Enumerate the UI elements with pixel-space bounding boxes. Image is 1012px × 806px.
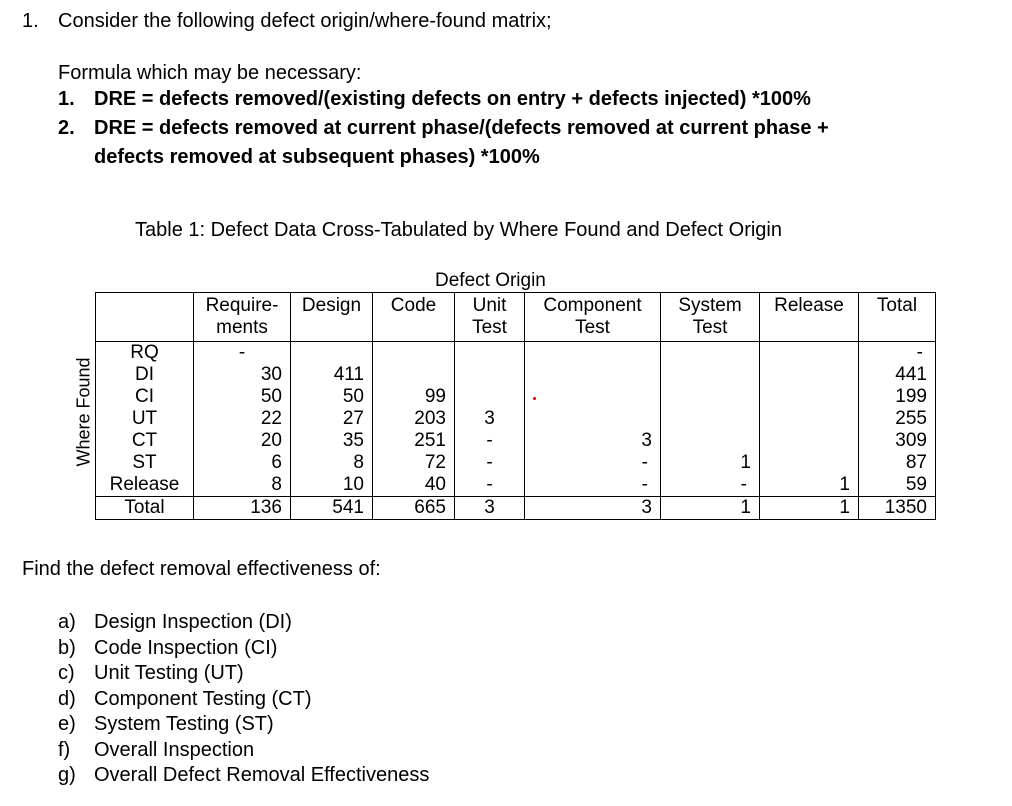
table-row <box>96 364 936 386</box>
table-caption: Table 1: Defect Data Cross-Tabulated by Where Found and Defect Origin <box>135 219 782 241</box>
list-item: a) Design Inspection (DI) <box>58 611 292 633</box>
table-cell: 99 <box>373 386 455 408</box>
question-title <box>22 10 552 33</box>
table-cell: 1 <box>760 474 859 497</box>
table-cell <box>760 342 859 365</box>
row-label: RQ <box>96 342 194 365</box>
column-header: Release <box>760 293 859 342</box>
question-text: Consider the following defect origin/where-found matrix; <box>58 10 552 32</box>
table-cell: 1 <box>661 452 760 474</box>
table-header-row <box>96 293 936 342</box>
row-label: CT <box>96 430 194 452</box>
formula-number: 1. <box>58 88 75 110</box>
table-cell <box>661 386 760 408</box>
table-cell <box>525 364 661 386</box>
list-item: g) Overall Defect Removal Effectiveness <box>58 764 430 786</box>
table-cell <box>661 408 760 430</box>
column-header: Component Test <box>525 293 661 342</box>
table-cell: 1 <box>760 497 859 520</box>
defect-origin-label: Defect Origin <box>435 270 546 291</box>
table-cell: 87 <box>859 452 936 474</box>
table-cell <box>525 342 661 365</box>
table-cell: - <box>455 474 525 497</box>
table-cell: 199 <box>859 386 936 408</box>
table-cell: 40 <box>373 474 455 497</box>
table-cell: - <box>525 474 661 497</box>
table-cell: 1 <box>661 497 760 520</box>
table-cell: - <box>455 452 525 474</box>
formula-2-continuation: defects removed at subsequent phases) *100% <box>94 146 540 168</box>
formula-2 <box>58 117 829 140</box>
table-cell: 10 <box>291 474 373 497</box>
corner-cell <box>96 293 194 342</box>
table-cell: 251 <box>373 430 455 452</box>
table-cell: 50 <box>194 386 291 408</box>
table-cell: 3 <box>455 408 525 430</box>
table-row <box>96 430 936 452</box>
row-label: CI <box>96 386 194 408</box>
table-cell: 30 <box>194 364 291 386</box>
table-cell: - <box>859 342 936 365</box>
table-cell: 255 <box>859 408 936 430</box>
formula-text: DRE = defects removed at current phase/(defects removed at current phase + <box>94 117 829 139</box>
column-header: Design <box>291 293 373 342</box>
table-cell: 27 <box>291 408 373 430</box>
table-cell: - <box>194 342 291 365</box>
table-cell: 20 <box>194 430 291 452</box>
table-cell: 35 <box>291 430 373 452</box>
table-cell <box>760 408 859 430</box>
table-cell <box>760 430 859 452</box>
table-cell: 72 <box>373 452 455 474</box>
formula-heading: Formula which may be necessary: <box>58 62 362 84</box>
table-cell: 3 <box>455 497 525 520</box>
row-label: Total <box>96 497 194 520</box>
table-cell <box>525 408 661 430</box>
table-cell <box>661 430 760 452</box>
row-label: Release <box>96 474 194 497</box>
list-item: f) Overall Inspection <box>58 738 255 761</box>
question-number: 1. <box>22 10 39 32</box>
table-cell <box>661 342 760 365</box>
list-item: b) Code Inspection (CI) <box>58 636 278 659</box>
table-row <box>96 408 936 430</box>
table-cell: 50 <box>291 386 373 408</box>
table-row <box>96 452 936 474</box>
table-cell: 22 <box>194 408 291 430</box>
table-cell <box>661 364 760 386</box>
list-item: e) System Testing (ST) <box>58 713 274 735</box>
table-cell <box>455 386 525 408</box>
table-cell: 1350 <box>859 497 936 520</box>
table-cell: 665 <box>373 497 455 520</box>
formula-number: 2. <box>58 117 75 139</box>
column-header: Total <box>859 293 936 342</box>
column-header: Code <box>373 293 455 342</box>
list-item: c) Unit Testing (UT) <box>58 662 244 684</box>
table-cell: - <box>525 452 661 474</box>
table-cell <box>373 342 455 365</box>
table-cell <box>525 386 661 408</box>
table-cell: - <box>455 430 525 452</box>
table-row <box>96 386 936 408</box>
table-cell <box>760 364 859 386</box>
column-header: Unit Test <box>455 293 525 342</box>
table-cell: 309 <box>859 430 936 452</box>
where-found-label: Where Found <box>73 357 94 467</box>
row-label: ST <box>96 452 194 474</box>
table-cell: 541 <box>291 497 373 520</box>
question-parts-list <box>58 610 429 789</box>
table-cell <box>760 452 859 474</box>
row-label: UT <box>96 408 194 430</box>
table-row <box>96 342 936 365</box>
stray-mark <box>533 397 536 400</box>
column-header: Require- ments <box>194 293 291 342</box>
total-row <box>96 497 936 520</box>
table-cell: - <box>661 474 760 497</box>
defect-matrix-table <box>95 292 936 520</box>
table-cell: 6 <box>194 452 291 474</box>
table-cell: 411 <box>291 364 373 386</box>
table-cell: 441 <box>859 364 936 386</box>
formula-text: DRE = defects removed/(existing defects on entry + defects injected) *100% <box>94 88 811 110</box>
table-row <box>96 474 936 497</box>
table-cell <box>373 364 455 386</box>
table-cell <box>291 342 373 365</box>
table-cell <box>455 364 525 386</box>
table-cell: 8 <box>194 474 291 497</box>
table-cell: 3 <box>525 430 661 452</box>
list-item: d) Component Testing (CT) <box>58 687 312 710</box>
table-cell: 3 <box>525 497 661 520</box>
table-cell: 203 <box>373 408 455 430</box>
column-header: System Test <box>661 293 760 342</box>
table-cell: 136 <box>194 497 291 520</box>
table-cell: 59 <box>859 474 936 497</box>
find-heading: Find the defect removal effectiveness of: <box>22 558 381 580</box>
table-cell <box>760 386 859 408</box>
formula-1 <box>58 88 811 111</box>
table-cell: 8 <box>291 452 373 474</box>
row-label: DI <box>96 364 194 386</box>
table-cell <box>455 342 525 365</box>
